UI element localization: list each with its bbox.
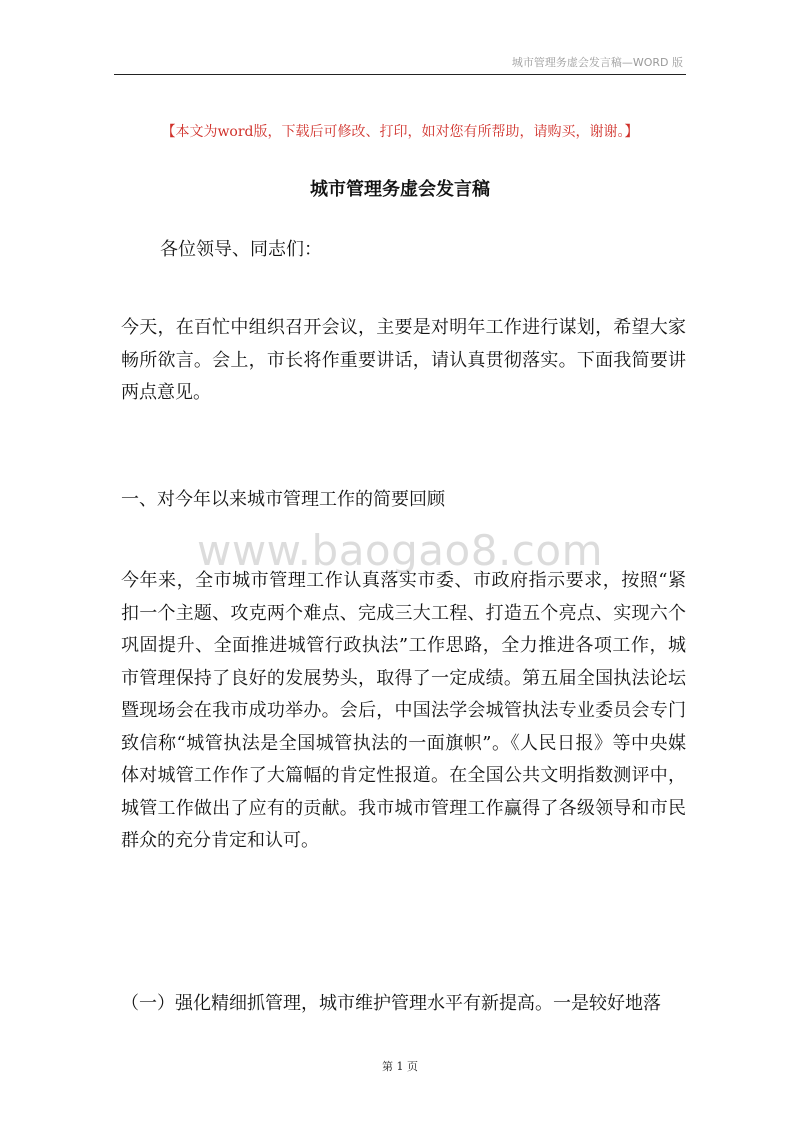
running-header: 城市管理务虚会发言稿—WORD 版: [511, 56, 683, 69]
paragraph-subsection: （一）强化精细抓管理，城市维护管理水平有新提高。一是较好地落: [121, 993, 661, 1014]
header-divider: [114, 74, 686, 75]
paragraph-intro: 今天，在百忙中组织召开会议，主要是对明年工作进行谋划，希望大家畅所欲言。会上，市长将作重要讲话，请认真贯彻落实。下面我简要讲两点意见。: [121, 317, 686, 403]
document-title: 城市管理务虚会发言稿: [310, 179, 490, 200]
salutation: 各位领导、同志们：: [160, 239, 322, 260]
watermark: www.baogao8.com: [196, 526, 603, 575]
section-heading: 一、对今年以来城市管理工作的简要回顾: [121, 489, 445, 510]
paragraph-review: 今年来，全市城市管理工作认真落实市委、市政府指示要求，按照“紧扣一个主题、攻克两个难点、完成三大工程、打造五个亮点、实现六个巩固提升、全面推进城管行政执法”工作思路，全力推进各项工作，城市管理保持了良好的发展势头，取得了一定成绩。第五届全国执法论坛暨现场会在我市成功举办。会后，中国法学会城管执法专业委员会专门致信称“城管执法是全国城管执法的一面旗帜”。《人民日报》等中央媒体对城管工作作了大篇幅的肯定性报道。在全国公共文明指数测评中，城管工作做出了应有的贡献。我市城市管理工作赢得了各级领导和市民群众的充分肯定和认可。: [121, 570, 686, 851]
purchase-notice: 【本文为word版，下载后可修改、打印，如对您有所帮助，请购买，谢谢。】: [161, 124, 639, 140]
page-number: 第 1 页: [382, 1060, 418, 1073]
